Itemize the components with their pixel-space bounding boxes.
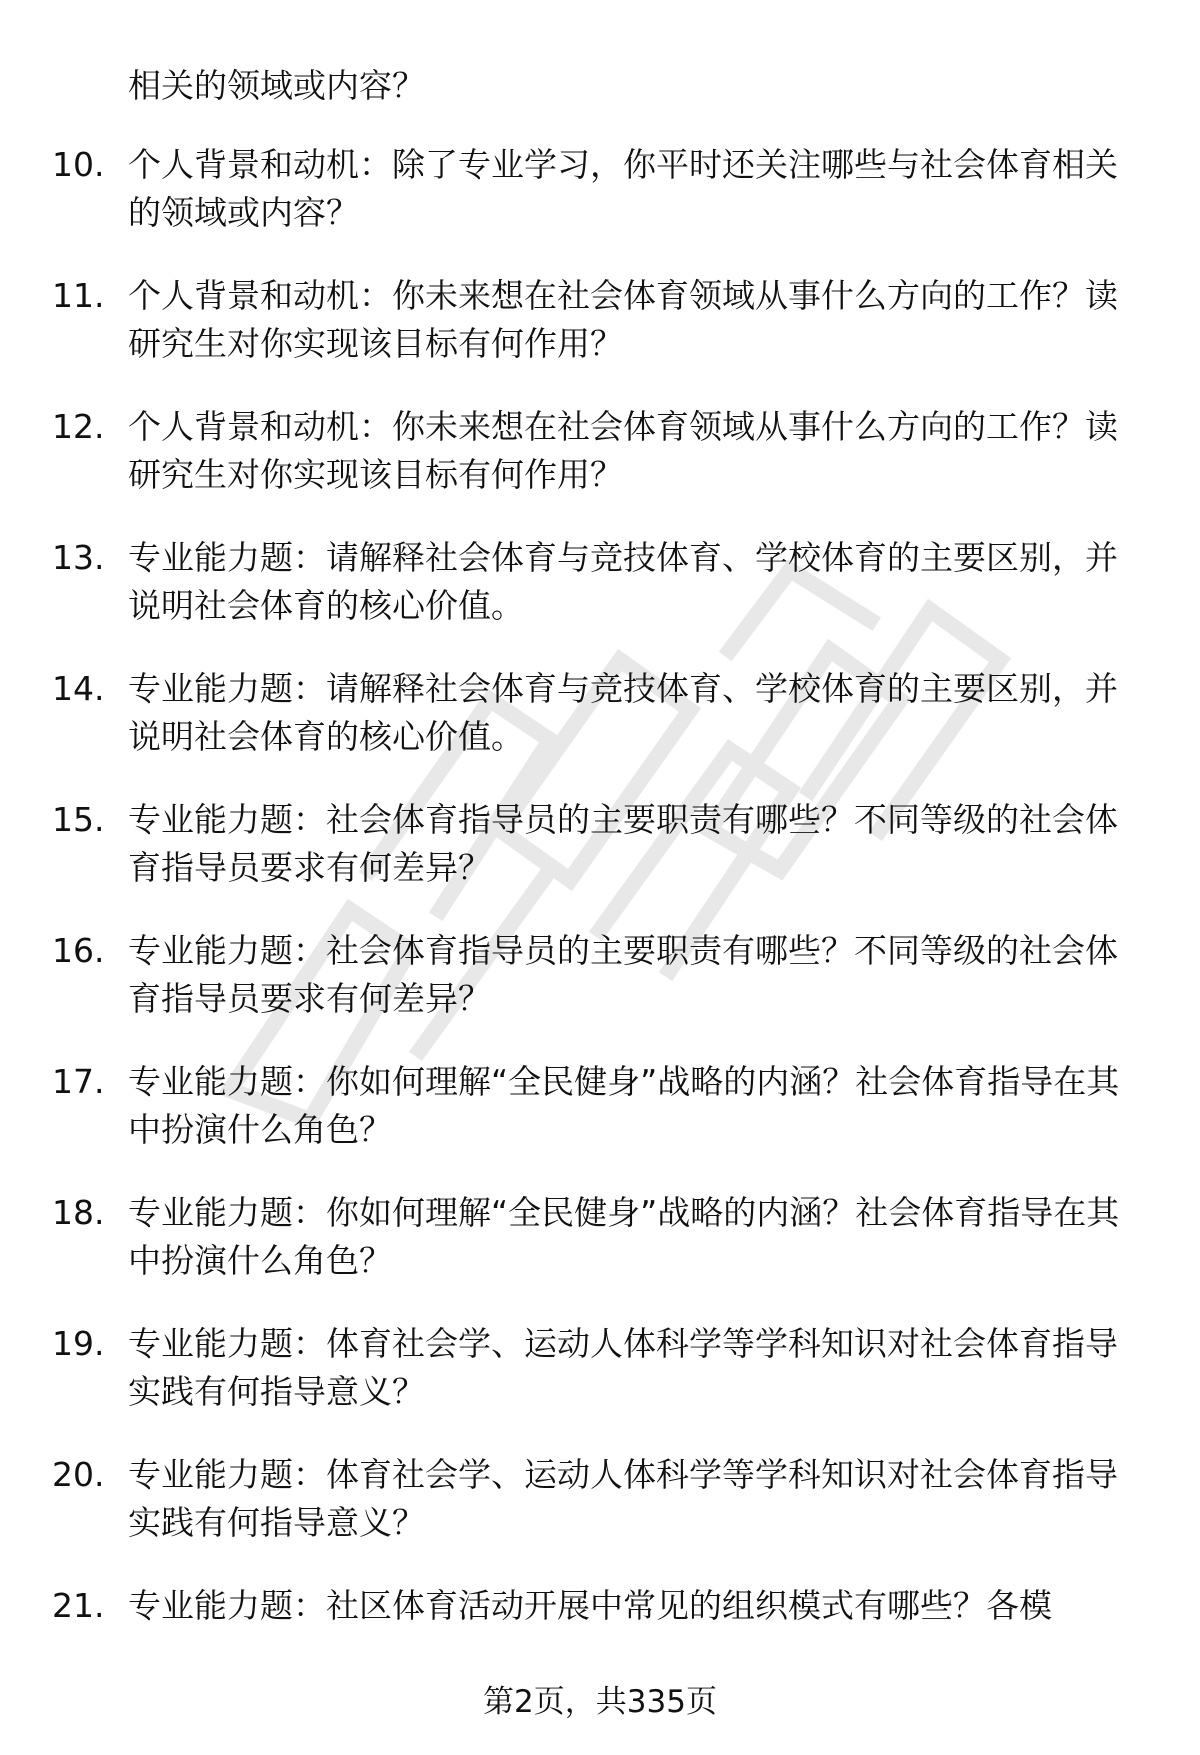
question-number: 16. [52,931,105,970]
carry-over-text: 相关的领域或内容？ [128,66,425,105]
list-item [0,1451,1200,1582]
question-number: 15. [52,800,105,839]
question-text: 个人背景和动机：你未来想在社会体育领域从事什么方向的工作？读研究生对你实现该目标有何作用？ [128,276,1118,363]
question-text: 专业能力题：请解释社会体育与竞技体育、学校体育的主要区别，并说明社会体育的核心价值。 [128,538,1118,625]
question-number: 18. [52,1193,105,1232]
list-item [0,927,1200,1058]
list-item [0,534,1200,665]
list-item [0,1189,1200,1320]
list-item [0,796,1200,927]
page-footer: 第2页，共335页 [483,1684,717,1720]
question-text: 专业能力题：体育社会学、运动人体科学等学科知识对社会体育指导实践有何指导意义？ [128,1455,1118,1542]
question-number: 12. [52,407,105,446]
question-text: 专业能力题：请解释社会体育与竞技体育、学校体育的主要区别，并说明社会体育的核心价值。 [128,669,1118,756]
question-number: 20. [52,1455,105,1494]
list-item [0,665,1200,796]
question-text: 专业能力题：社会体育指导员的主要职责有哪些？不同等级的社会体育指导员要求有何差异？ [128,931,1118,1018]
list-item [0,403,1200,534]
list-item [0,1320,1200,1451]
question-number: 17. [52,1062,105,1101]
list-item [0,141,1200,272]
question-text: 个人背景和动机：你未来想在社会体育领域从事什么方向的工作？读研究生对你实现该目标有何作用？ [128,407,1118,494]
question-text: 专业能力题：体育社会学、运动人体科学等学科知识对社会体育指导实践有何指导意义？ [128,1324,1118,1411]
question-text: 个人背景和动机：除了专业学习，你平时还关注哪些与社会体育相关的领域或内容？ [128,145,1118,232]
question-number: 11. [52,276,105,315]
question-text: 专业能力题：社会体育指导员的主要职责有哪些？不同等级的社会体育指导员要求有何差异？ [128,800,1118,887]
question-number: 19. [52,1324,105,1363]
question-number: 21. [52,1586,105,1625]
question-number: 14. [52,669,105,708]
question-text: 专业能力题：你如何理解“全民健身”战略的内涵？社会体育指导在其中扮演什么角色？ [128,1193,1120,1280]
question-text: 专业能力题：社区体育活动开展中常见的组织模式有哪些？各模 [128,1586,1052,1625]
question-number: 10. [52,145,105,184]
question-text: 专业能力题：你如何理解“全民健身”战略的内涵？社会体育指导在其中扮演什么角色？ [128,1062,1120,1149]
question-number: 13. [52,538,105,577]
list-item [0,272,1200,403]
question-list [0,141,1200,1713]
list-item [0,1058,1200,1189]
